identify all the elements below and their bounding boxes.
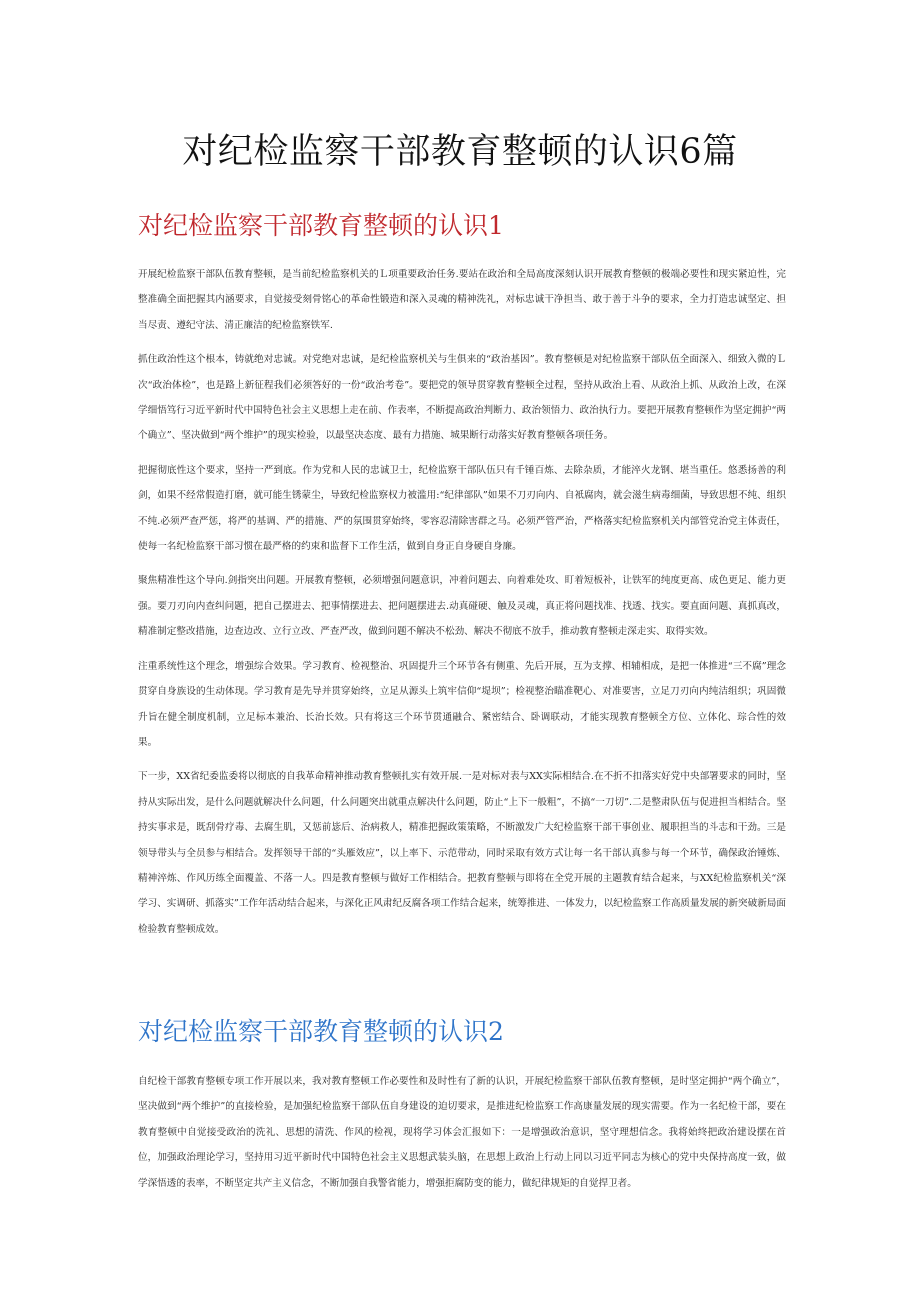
paragraph: 聚焦精准性这个导向.剑指突出问题。开展教育整顿，必须增强问题意识，冲着问题去、向着难处攻、盯着短板补，让铁军的纯度更高、成色更足、能力更强。要刀刃向内查纠问题，把自己摆进去、把事情摆进去、把问题摆进去.动真碰硬、触及灵魂，真正将问题找准、找透、找实。要直面问题、真抓真改，精准制定整改措施，边查边改、立行立改、严查严改，做到问题不解决不松劲、解决不彻底不放手，推动教育整顿走深走实、取得实效。 — [138, 575, 786, 638]
section-heading-1: 对纪检监察干部教育整顿的认识1 — [138, 211, 504, 240]
section-heading-2: 对纪检监察干部教育整顿的认识2 — [138, 1017, 504, 1046]
section-body-1 — [138, 262, 786, 951]
paragraph: 注重系统性这个理念，增强综合效果。学习教育、检视整治、巩固提升三个环节各有侧重、先后开展，互为支撑、相辅相成，是把一体推进“三不腐”理念贯穿自身族设的生动体现。学习教育是先导并贯穿始终，立足从源头上筑牢信仰“堤坝”；检视整治瞄准靶心、对准要害，立足刀刃向内纯洁组织；巩固微升旨在健全制度机制，立足标本兼治、长治长效。只有将这三个环节贯通融合、紧密结合、卧调联动，才能实现教育整顿全方位、立体化、琮合性的效果。 — [138, 660, 786, 748]
paragraph: 自纪检干部教育整顿专项工作开展以来，我对教育整顿工作必要性和及时性有了新的认识，开展纪检监察干部队伍教育整顿，是时坚定拥护“两个确立”，坚决做到“两个维护”的直接检验，是加强纪检监察干部队伍自身建设的迫切要求，是推进纪检监察工作高康量发展的现实需要。作为一名纪检干部，要在教育整顿中自觉接受政治的洗礼、思想的清洗、作风的检视，现将学习体会汇报如下：一是增强政治意识，坚守理想信念。我将始终把政治建设摆在首位，加强政治理论学习，坚持用习近平新时代中国特色社会主义思想武装头脑，在思想上政治上行动上同以习近平同志为核心的党中央保持高度一致，做学深悟透的表率，不断坚定共产主义信念，不断加强自我警省能力，增强拒腐防变的能力，做纪律规矩的自觉捍卫者。 — [138, 1076, 786, 1189]
document-title: 对纪检监察干部教育整顿的认识6篇 — [182, 132, 738, 172]
paragraph: 抓住政治性这个根本，铸就绝对忠诚。对党绝对忠诚，是纪检监察机关与生俱来的“政治基因”。教育整顿是对纪检监察干部队伍全面深入、细致入微的Ｌ次“政治体检”，也是路上新征程我们必须答好的一份“政治考卷”。要把党的领导贯穿教育整顿全过程，坚持从政治上看、从政治上抓、从政治上改，在深学细悟笃行习近平新时代中国特色社会主义思想上走在前、作表率，不断提高政治判断力、政治领悟力、政治执行力。要把开展教育整顿作为坚定拥护“两个确立”、坚决做到“两个维护”的现实检验，以最坚决态度、最有力措施、城果断行动落实好教育整顿各项任务。 — [138, 354, 786, 442]
section-body-2 — [138, 1069, 786, 1205]
paragraph: 把握彻底性这个要求，坚持一严到底。作为党和人民的忠诚卫士，纪检监察干部队伍只有千锤百炼、去除杂质，才能淬火龙钢、堪当重任。悠悉扬善的利剑，如果不经常假造打磨，就可能生锈蒙尘，导致纪检监察权力被滥用:“纪律部队”如果不刀刃向内、自衹腐肉，就会滋生病毒细菌，导致思想不纯、组织不纯.必须严查严惩，将严的基调、严的措施、严的氛围贯穿始终，零容忍清除害群之马。必须严管严治，严格落实纪检监察机关内部管党治党主体责任，使每一名纪检监察干部习惯在最严格的约束和监督下工作生活，做到自身正自身硬自身廉。 — [138, 464, 786, 553]
paragraph: 开展纪检监察干部队伍教育整顿，是当前纪检监察机关的Ｌ项重要政治任务.要站在政治和全局高度深刻认识开展教育整顿的极端必要性和现实紧迫性，完整准确全面把握其内涵要求，自觉接受刻骨铭心的革命性锻造和深入灵魂的精神洗礼，对标忠诚干净担当、敢于善于斗争的要求，全力打造忠诚坚定、担当尽责、遵纪守法、清正廉洁的纪检监察铁军. — [138, 269, 786, 331]
paragraph: 下一步，XX省纪委监委将以彻底的自我革命精神推动教育整顿扎实有效开展.一是对标对表与XX实际相结合.在不折不扣落实好党中央部署要求的同时，坚持从实际出发，是什么问题就解决什么问题，什么问题突出就重点解决什么问题，防止“上下一般粗”，不搞“一刀切”.二是整肃队伍与促进担当相结合。坚持实事求是，既刮骨疗毒、去腐生肌，又惩前毖后、治病救人，精准把握政策策略，不断激发广大纪检监察干部干事创业、履职担当的斗志和干劲。三是领导带头与全员参与相结合。发挥领导干部的“头雁效应”，以上率下、示范带动，同时采取有效方式让每一名干部认真参与每一个环节，确保政治锤炼、精神淬炼、作风历练全面覆盖、不落一人。四是教育整顿与做好工作相结合。把教育整顿与即将在全党开展的主题教育结合起来，与XX纪检监察机关“深学习、实调研、抓落实”工作年活动结合起来，与深化正风肃纪反腐各项工作结合起来，统筹推进、一体发力，以纪检监察工作高质量发展的新突破新局面检验教育整顿成效。 — [138, 771, 786, 935]
